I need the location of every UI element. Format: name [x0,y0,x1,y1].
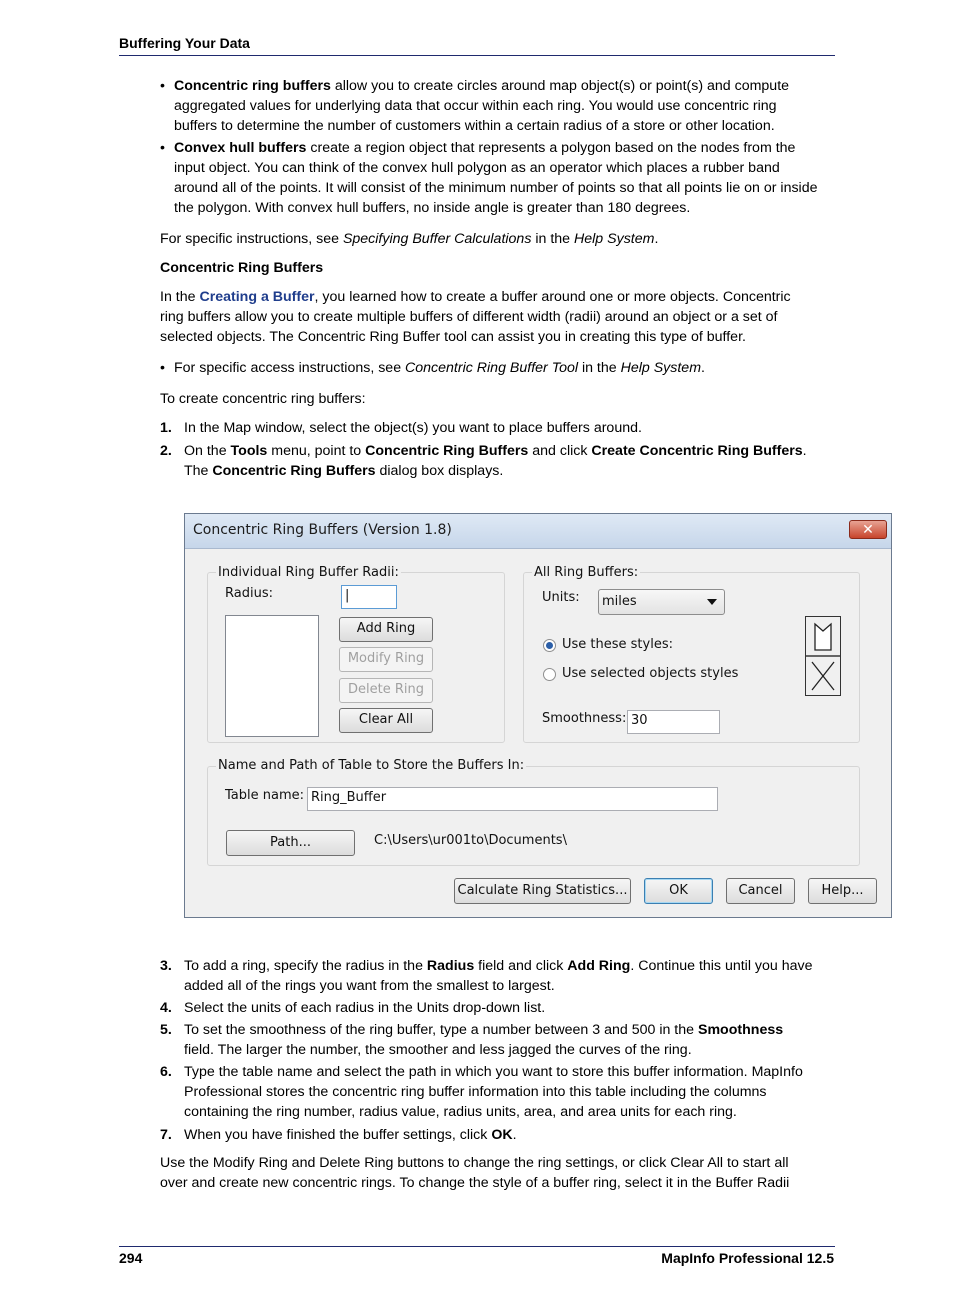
units-select[interactable]: miles [598,589,725,615]
help-button[interactable]: Help... [808,878,877,904]
step-7: 7. When you have finished the buffer settings, click OK. [160,1127,517,1143]
use-selected-styles-label: Use selected objects styles [562,666,739,681]
specific-instructions: For specific instructions, see Specifying Buffer Calculations in the Help System. [160,231,659,247]
header-rule [119,55,835,56]
use-selected-styles-radio[interactable] [543,668,556,681]
product-name: MapInfo Professional 12.5 [661,1250,834,1266]
running-header: Buffering Your Data [119,35,250,51]
modify-ring-button[interactable]: Modify Ring [339,647,433,672]
radii-listbox[interactable] [225,615,319,737]
creating-buffer-link[interactable]: Creating a Buffer [199,289,315,305]
radius-label: Radius: [225,586,273,601]
ok-button[interactable]: OK [644,878,713,904]
cancel-button[interactable]: Cancel [726,878,795,904]
all-ring-buffers-label: All Ring Buffers: [534,565,639,580]
step-6: 6. Type the table name and select the path in which you want to store this buffer information. MapInfo Professional stores the concentric ring buffer information into this table including the columns containing the ring number, radius value, radius units, area, and area units for each ring. [160,1064,803,1120]
section-heading: Concentric Ring Buffers [160,260,324,276]
use-these-styles-label: Use these styles: [562,637,673,652]
bullet-concentric: • Concentric ring buffers allow you to create circles around map object(s) or point(s) and compute aggregated values for underlying data that occur within each ring. You would use concentric ring buffers to determine the number of customers within a certain radius of a store or other location. [160,76,836,136]
to-create-text: To create concentric ring buffers: [160,391,366,407]
individual-radii-label: Individual Ring Buffer Radii: [218,565,399,580]
dialog-titlebar [185,514,891,549]
units-label: Units: [542,590,580,605]
clear-all-button[interactable]: Clear All [339,708,433,733]
path-value: C:\Users\ur001to\Documents\ [374,833,567,848]
dialog-title: Concentric Ring Buffers (Version 1.8) [193,522,452,538]
buffer-style-icon[interactable] [806,617,840,655]
close-icon: ✕ [862,522,874,538]
delete-ring-button[interactable]: Delete Ring [339,678,433,703]
step-4: 4. Select the units of each radius in the Units drop-down list. [160,1000,546,1016]
calculate-ring-statistics-button[interactable]: Calculate Ring Statistics... [454,878,631,904]
step-1: 1. In the Map window, select the object(s) you want to place buffers around. [160,420,642,436]
style-preview-panel [805,616,841,696]
step-2: 2. On the Tools menu, point to Concentric Ring Buffers and click Create Concentric Ring Buffers. The Concentric Ring Buffers dialog box displays. [160,443,807,479]
access-bullet: • For specific access instructions, see Concentric Ring Buffer Tool in the Help System. [160,358,836,378]
table-name-label: Table name: [225,788,304,803]
closing-paragraph: Use the Modify Ring and Delete Ring buttons to change the ring settings, or click Clear All to start all over and create new concentric rings. To change the style of a buffer ring, select it in the Buffer Radii [160,1155,790,1191]
concentric-ring-dialog [184,513,892,918]
smoothness-label: Smoothness: [542,711,627,726]
page-number: 294 [119,1250,143,1266]
bullet-convex: • Convex hull buffers create a region object that represents a polygon based on the nodes from the input object. You can think of the convex hull polygon as an operator which places a rubber band around all of the points. It will consist of the minimum number of points so that all points lie on or inside the polygon. With convex hull buffers, no inside angle is greater than 180 degrees. [160,138,836,218]
step-5: 5. To set the smoothness of the ring buffer, type a number between 3 and 500 in the Smoothness field. The larger the number, the smoother and less jagged the curves of the ring. [160,1022,784,1058]
no-style-icon[interactable] [806,657,840,695]
footer-rule [119,1246,835,1247]
chevron-down-icon [707,599,717,605]
smoothness-input[interactable]: 30 [627,710,720,734]
close-button[interactable] [849,520,887,539]
step-3: 3. To add a ring, specify the radius in the Radius field and click Add Ring. Continue this until you have added all of the rings you want from the smallest to largest. [160,958,813,994]
radius-input[interactable]: | [341,585,397,609]
section-intro: In the Creating a Buffer, you learned how to create a buffer around one or more objects. Concentric ring buffers allow you to create multiple buffers of different width (radii) around an object or a set of selected objects. The Concentric Ring Buffer tool can assist you in creating this type of buffer. [160,289,791,345]
table-name-input[interactable]: Ring_Buffer [307,787,718,811]
add-ring-button[interactable]: Add Ring [339,617,433,642]
path-button[interactable]: Path... [226,830,355,856]
use-these-styles-radio[interactable] [543,639,556,652]
table-path-label: Name and Path of Table to Store the Buffers In: [218,758,525,773]
